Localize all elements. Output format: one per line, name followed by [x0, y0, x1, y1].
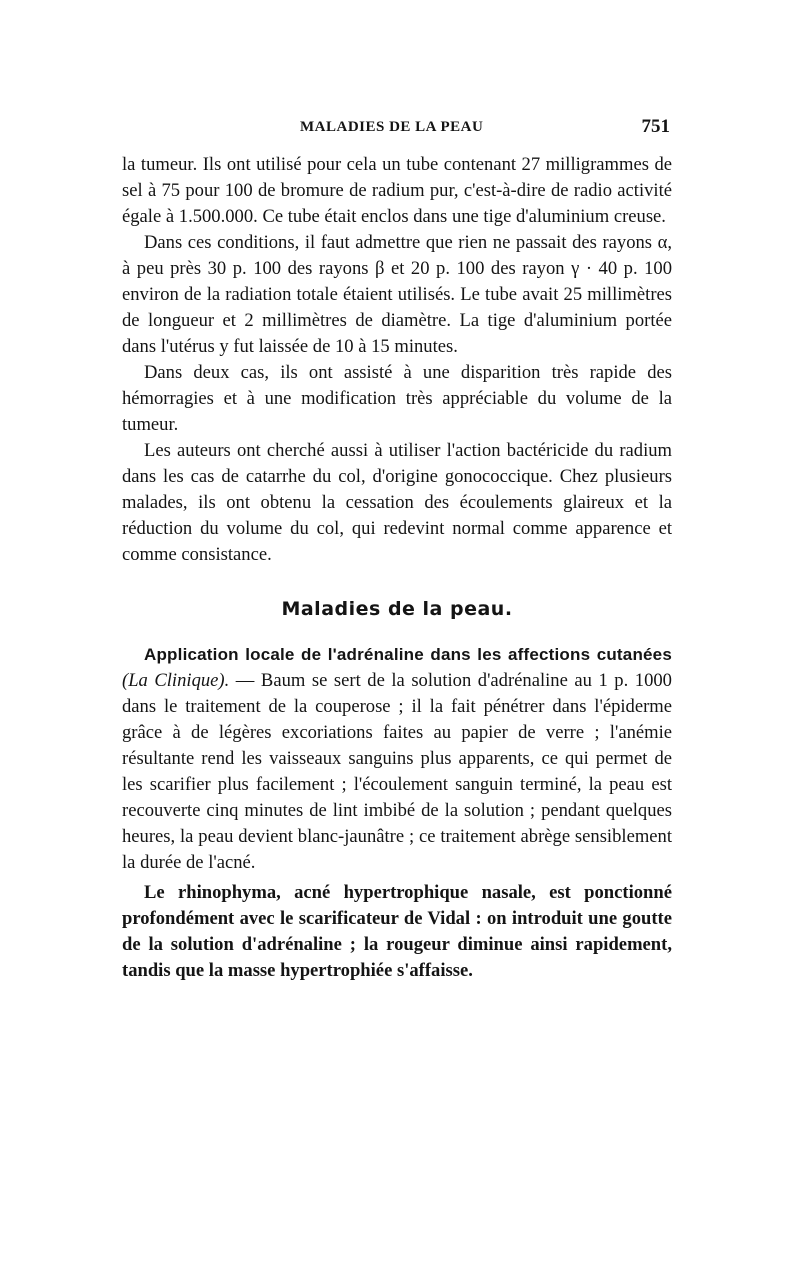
page-number: 751 [641, 116, 670, 137]
article-paragraph [122, 642, 672, 876]
section-heading: Maladies de la peau. [281, 598, 513, 620]
paragraph-2: Dans ces conditions, il faut admettre que rien ne passait des rayons α, à peu près 30 p. 100 des rayons β et 20 p. 100 des rayon γ · 40 p. 100 environ de la radiation totale étaient utilisés. Le tube avait 25 millimètres de longueur et 2 millimètres de diamètre. La tige d'aluminium portée dans l'utérus y fut laissée de 10 à 15 minutes. [122, 232, 672, 357]
article-body: Baum se sert de la solution d'adrénaline au 1 p. 1000 dans le traitement de la couperose ; il la fait pénétrer dans l'épiderme grâce à de légères excoriations faites au papier de verre ; l'anémie résultante rend les vaisseaux sanguins plus apparents, ce qui permet de les scarifier plus facilement ; l'écoulement sanguin terminé, la peau est recouverte cinq minutes de lint imbibé de la solution ; pendant quelques heures, la peau devient blanc-jaunâtre ; ce traitement abrège sensiblement la durée de l'acné. [122, 670, 672, 873]
paragraph-1: la tumeur. Ils ont utilisé pour cela un tube contenant 27 milligrammes de sel à 75 pour 100 de bromure de radium pur, c'est-à-dire de radio activité égale à 1.500.000. Ce tube était enclos dans une tige d'aluminium creuse. [122, 154, 672, 227]
article-dash: — [229, 670, 261, 691]
paragraph-4: Les auteurs ont cherché aussi à utiliser l'action bactéricide du radium dans les cas de catarrhe du col, d'origine gonococcique. Chez plusieurs malades, ils ont obtenu la cessation des écoulements glaireux et la réduction du volume du col, qui redevint normal comme apparence et comme consistance. [122, 440, 672, 565]
paragraph-3: Dans deux cas, ils ont assisté à une disparition très rapide des hémorragies et à une modification très appréciable du volume de la tumeur. [122, 362, 672, 435]
article-title: Application locale de l'adrénaline dans les affections cutanées [144, 645, 672, 664]
article-source: (La Clinique). [122, 670, 230, 691]
body-text [122, 152, 672, 984]
page-header [122, 116, 670, 143]
final-paragraph: Le rhinophyma, acné hypertrophique nasale, est ponctionné profondément avec le scarificateur de Vidal : on introduit une goutte de la solution d'adrénaline ; la rougeur diminue ainsi rapidement, tandis que la masse hypertrophiée s'affaisse. [122, 882, 672, 981]
running-title: MALADIES DE LA PEAU [300, 119, 484, 135]
